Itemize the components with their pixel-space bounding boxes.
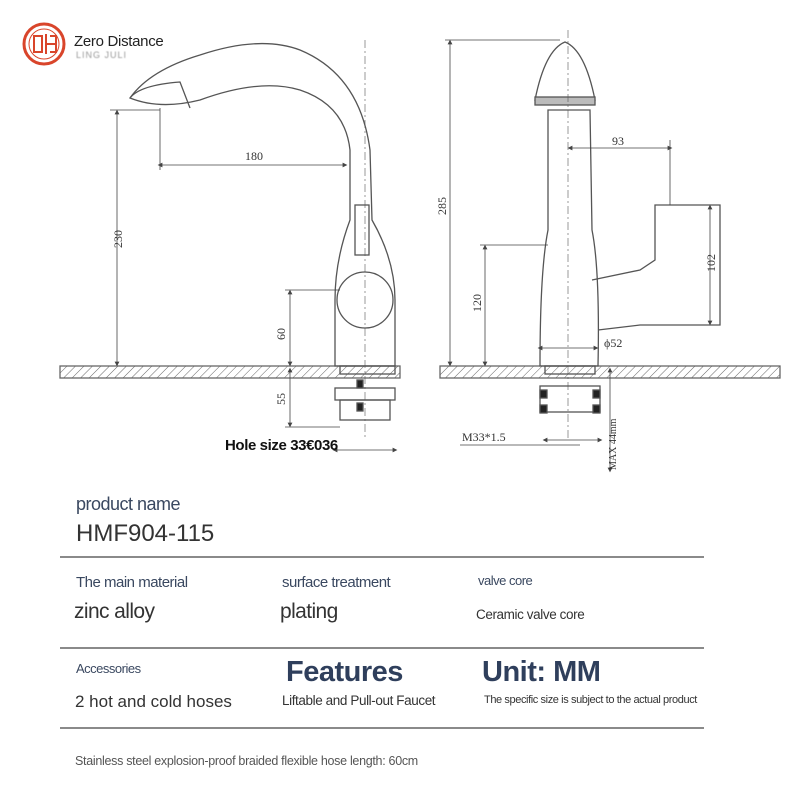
divider xyxy=(60,727,704,729)
dim-max-thickness: MAX 44mm xyxy=(608,418,619,470)
surface-label: surface treatment xyxy=(282,574,391,591)
dim-body-height: 120 xyxy=(470,294,484,312)
dim-total-height: 285 xyxy=(435,197,449,215)
dim-spout-reach: 180 xyxy=(245,149,263,163)
features-heading: Features xyxy=(286,656,403,688)
brand-subtitle: LING JULI xyxy=(76,50,128,60)
material-value: zinc alloy xyxy=(74,600,155,623)
brand-logo-icon xyxy=(24,24,64,64)
dim-base-height: 60 xyxy=(274,328,288,340)
accessories-label: Accessories xyxy=(76,661,141,676)
unit-heading: Unit: MM xyxy=(482,656,601,688)
dim-spout-height: 230 xyxy=(111,230,125,248)
accessories-value: 2 hot and cold hoses xyxy=(75,692,232,711)
valve-value: Ceramic valve core xyxy=(476,607,585,622)
unit-note: The specific size is subject to the actual product xyxy=(484,694,697,706)
surface-value: plating xyxy=(280,600,338,623)
hole-size-label: Hole size 33€036 xyxy=(225,437,338,454)
product-name-value: HMF904-115 xyxy=(76,520,215,547)
valve-label: valve core xyxy=(478,573,533,588)
dim-base-diameter: ϕ52 xyxy=(604,336,623,350)
product-name-label: product name xyxy=(76,494,181,514)
dim-handle-height: 102 xyxy=(704,254,718,272)
divider xyxy=(60,647,704,649)
features-value: Liftable and Pull-out Faucet xyxy=(282,693,436,708)
dim-thread: M33*1.5 xyxy=(462,430,506,444)
material-label: The main material xyxy=(76,574,188,591)
brand-name: Zero Distance xyxy=(74,33,164,50)
hose-note: Stainless steel explosion-proof braided flexible hose length: 60cm xyxy=(75,754,418,768)
dim-shank-length: 55 xyxy=(274,393,288,405)
divider xyxy=(60,556,704,558)
dim-handle-offset: 93 xyxy=(612,134,624,148)
